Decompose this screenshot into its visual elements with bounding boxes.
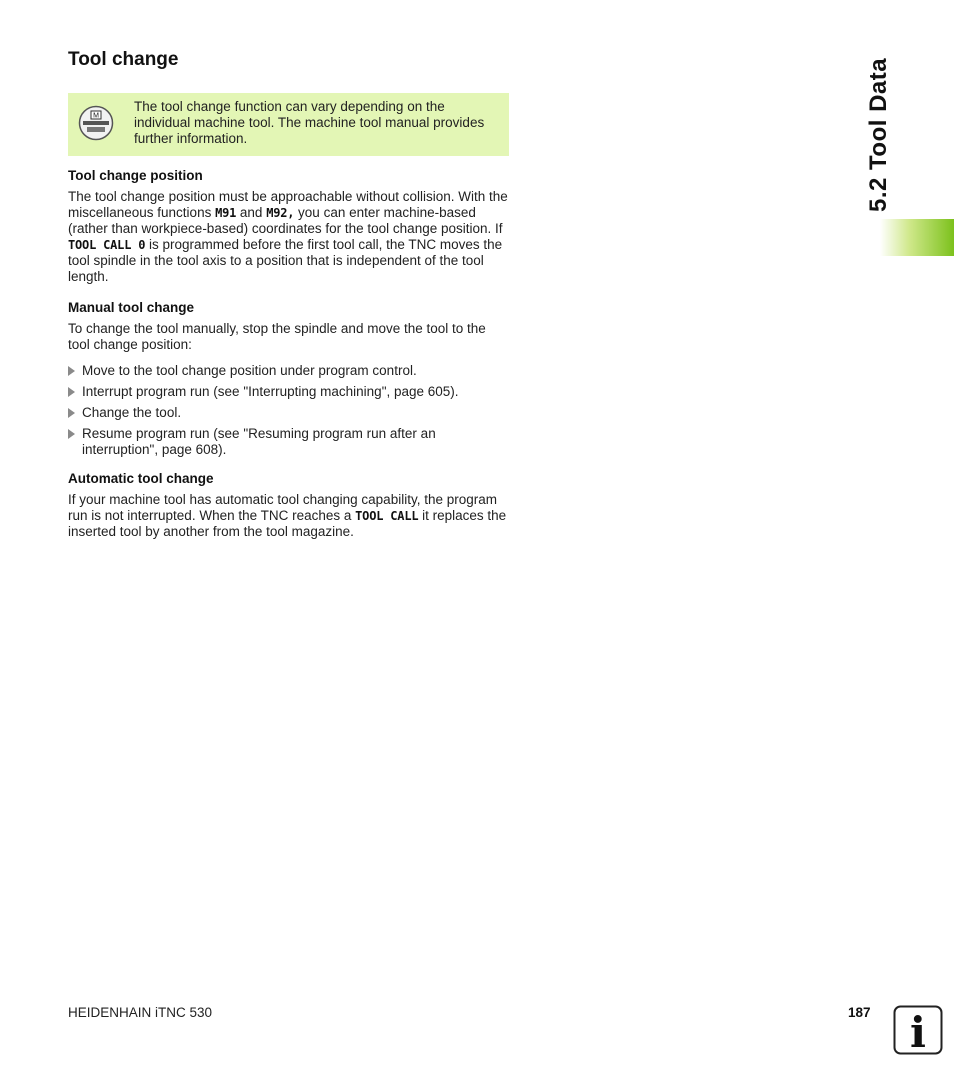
automatic-text-1: If your machine tool has automatic tool changing capability, the program run is not interrupted. When the TNC reaches a bbox=[68, 492, 497, 523]
info-icon bbox=[893, 1005, 943, 1055]
automatic-tool-change-section bbox=[68, 471, 510, 540]
manual-intro: To change the tool manually, stop the spindle and move the tool to the tool change position: bbox=[68, 321, 486, 352]
machine-note-box bbox=[68, 93, 509, 156]
manual-tool-change-section bbox=[68, 300, 510, 463]
arrow-right-icon bbox=[68, 366, 75, 376]
arrow-right-icon bbox=[68, 387, 75, 397]
manual-steps-list bbox=[68, 363, 510, 458]
machine-dependent-icon bbox=[78, 105, 114, 141]
arrow-right-icon bbox=[68, 429, 75, 439]
automatic-text-2: it replaces the inserted tool by another from the tool magazine. bbox=[68, 508, 507, 539]
code-m91: M91 bbox=[215, 206, 237, 220]
chapter-title: 5.2 Tool Data bbox=[865, 57, 892, 212]
page-number: 187 bbox=[848, 1005, 871, 1020]
page-title: Tool change bbox=[68, 49, 179, 70]
position-paragraph bbox=[68, 189, 510, 285]
section-heading-position: Tool change position bbox=[68, 168, 203, 183]
note-text: The tool change function can vary depending on the individual machine tool. The machine tool manual provides further information. bbox=[134, 99, 485, 146]
position-text-1: The tool change position must be approachable without collision. With the miscellaneous functions bbox=[68, 189, 508, 220]
position-text-3: you can enter machine-based (rather than workpiece-based) coordinates for the tool change position. If bbox=[68, 205, 503, 236]
section-heading-manual: Manual tool change bbox=[68, 300, 195, 315]
position-text-4: is programmed before the first tool call, the TNC moves the tool spindle in the tool axis to a position that is independent of the tool length. bbox=[68, 237, 503, 284]
list-item: Resume program run (see "Resuming program run after an interruption", page 608). bbox=[68, 426, 510, 458]
machine-icon-label: M bbox=[93, 112, 99, 120]
footer-manual-name: HEIDENHAIN iTNC 530 bbox=[68, 1005, 213, 1020]
info-glyph: i bbox=[910, 1008, 926, 1055]
list-item: Change the tool. bbox=[68, 405, 510, 421]
section-heading-automatic: Automatic tool change bbox=[68, 471, 214, 486]
code-tool-call-0: TOOL CALL 0 bbox=[68, 238, 146, 252]
arrow-right-icon bbox=[68, 408, 75, 418]
position-text-2: and bbox=[236, 205, 267, 220]
list-item: Interrupt program run (see "Interrupting machining", page 605). bbox=[68, 384, 510, 400]
chapter-tab bbox=[880, 219, 954, 256]
tool-change-position-section bbox=[68, 168, 510, 285]
automatic-paragraph bbox=[68, 492, 510, 540]
code-tool-call: TOOL CALL bbox=[355, 509, 419, 523]
code-m92: M92, bbox=[266, 206, 295, 220]
list-item: Move to the tool change position under program control. bbox=[68, 363, 510, 379]
